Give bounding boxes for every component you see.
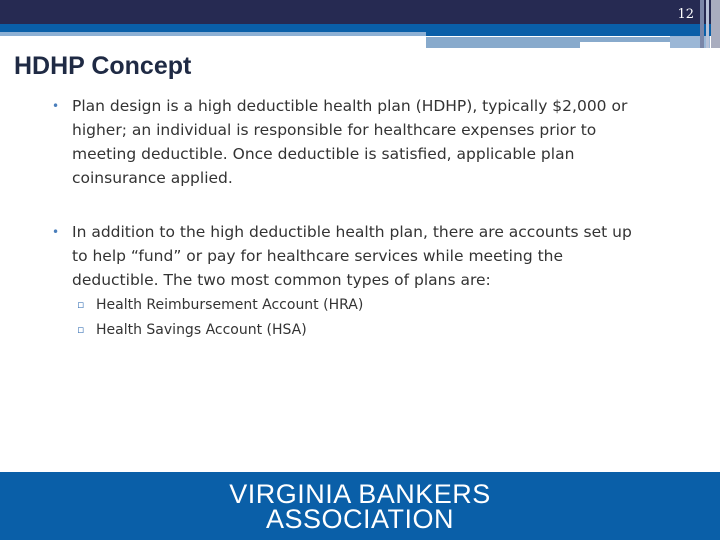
bullet-icon: • [52,225,60,239]
decor-line [426,42,580,48]
vba-logo [0,479,720,534]
square-bullet-icon: ▫ [77,323,85,336]
sub-bullet-item [77,297,364,313]
square-bullet-icon: ▫ [77,298,85,311]
decor-line [670,36,710,48]
decor-line [706,0,709,48]
bullet-item [52,220,642,292]
bullet-text: In addition to the high deductible health plan, there are accounts set up to help “fund” or pay for healthcare services while meeting the deductible. The two most common types of plans are: [72,223,632,289]
decor-line [711,0,720,48]
footer [0,472,720,540]
bullet-item [52,94,642,190]
header-bar [0,0,720,24]
decor-line [700,0,704,48]
sub-bullet-item [77,322,307,338]
logo-line-2: ASSOCIATION [265,504,455,534]
page-number: 12 [677,7,694,22]
sub-bullet-text: Health Reimbursement Account (HRA) [96,297,364,313]
bullet-icon: • [52,99,60,113]
logo-line-1: VIRGINIA BANKERS [229,479,491,509]
sub-bullet-text: Health Savings Account (HSA) [96,322,307,338]
decor-line [0,32,426,36]
bullet-text: Plan design is a high deductible health plan (HDHP), typically $2,000 or higher; an individual is responsible for healthcare expenses prior to meeting deductible. Once deductible is satisfied, applicable plan coinsurance applied. [72,97,628,187]
slide-title: HDHP Concept [14,52,192,80]
